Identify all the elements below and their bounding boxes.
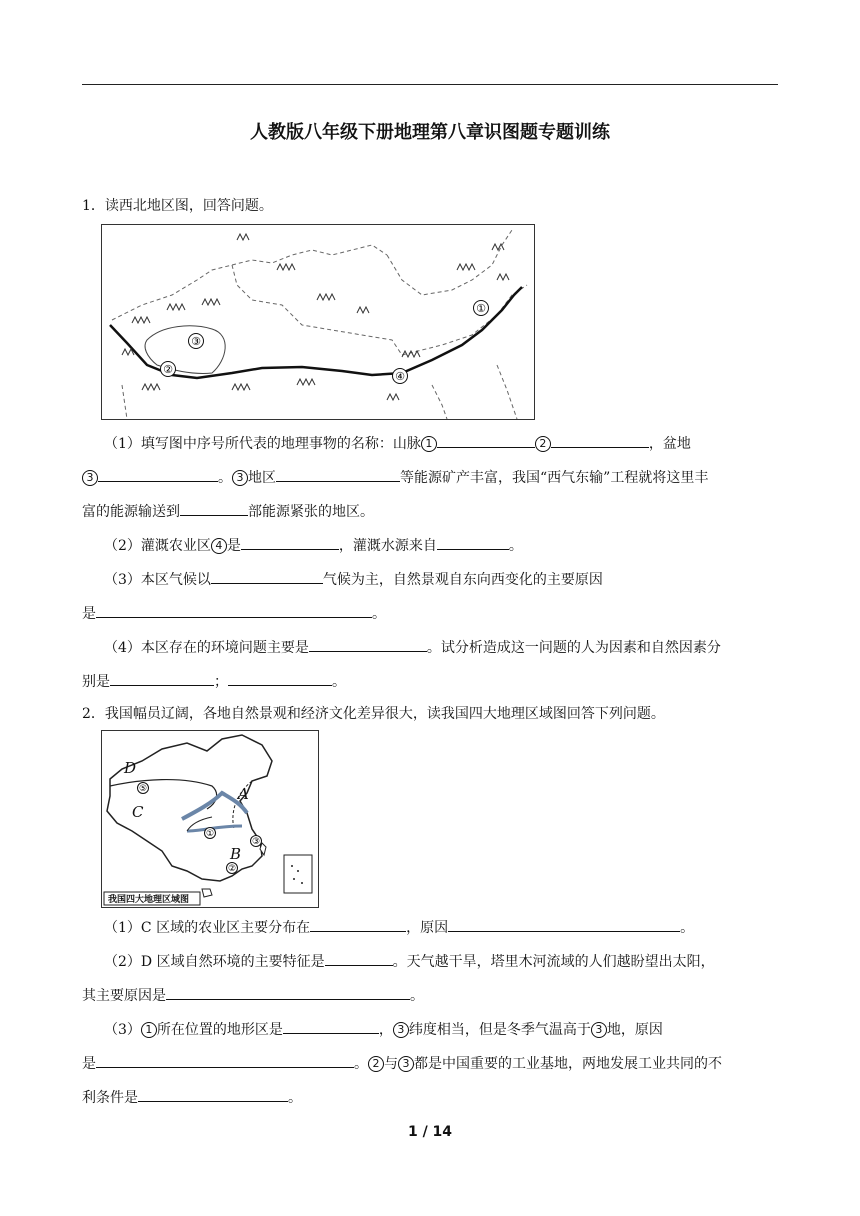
q2-part3-line1: （3） 1 所在位置的地形区是 ， 3 纬度相当，但是冬季气温高于 3 地，原因 — [104, 1018, 663, 1040]
china-regions-map-drawing — [102, 731, 318, 907]
blank-c-agriculture[interactable] — [310, 916, 406, 932]
q2-part3-line3: 利条件是 。 — [82, 1086, 302, 1108]
q1-part4-line2: 别是 ； 。 — [82, 670, 346, 692]
blank-basin[interactable] — [98, 466, 218, 482]
northwest-map — [101, 224, 535, 420]
q2-part1: （1）C 区域的农业区主要分布在 ，原因 。 — [104, 916, 694, 938]
q1-part1-line1: （1）填写图中序号所代表的地理事物的名称：山脉 1 2 ，盆地 — [104, 432, 691, 454]
q2-stem: 2．我国幅员辽阔，各地自然景观和经济文化差异很大，读我国四大地理区域图回答下列问题。 — [82, 706, 665, 722]
blank-landform[interactable] — [283, 1018, 379, 1034]
header-rule — [82, 84, 778, 85]
page-number: 1 / 14 — [407, 1124, 453, 1140]
q1-part3-line1: （3）本区气候以 气候为主，自然景观自东向西变化的主要原因 — [104, 568, 603, 590]
q1-part3-line2: 是 。 — [82, 602, 386, 624]
blank-reason[interactable] — [96, 602, 372, 618]
q1-part1-line3: 富的能源输送到 部能源紧张的地区。 — [82, 500, 374, 522]
blank-human-factor[interactable] — [110, 670, 214, 686]
map2-label-3: ③ — [251, 837, 261, 847]
blank-temp-reason[interactable] — [96, 1052, 354, 1068]
q2-part2-line1: （2）D 区域自然环境的主要特征是 。天气越干旱，塔里木河流域的人们越盼望出太阳， — [104, 950, 715, 972]
china-regions-map — [101, 730, 319, 908]
map2-label-1: ① — [205, 829, 215, 839]
map1-label-2: ② — [163, 363, 173, 376]
page-title: 人教版八年级下册地理第八章识图题专题训练 — [250, 122, 610, 143]
map2-letter-D: D — [124, 759, 137, 777]
q2-part2-line2: 其主要原因是 。 — [82, 984, 424, 1006]
map2-caption: 我国四大地理区域图 — [108, 895, 190, 905]
map2-letter-B: B — [230, 845, 242, 863]
map1-label-1: ① — [476, 302, 486, 315]
map2-letter-A: A — [238, 785, 249, 803]
northwest-map-drawing — [102, 225, 534, 419]
blank-env-problem[interactable] — [309, 636, 427, 652]
map1-label-3: ③ — [191, 335, 201, 348]
blank-destination[interactable] — [180, 500, 248, 516]
map1-label-4: ④ — [395, 370, 405, 383]
blank-mountain-2[interactable] — [551, 432, 649, 448]
q1-stem: 1．读西北地区图，回答问题。 — [82, 198, 273, 214]
blank-mountain-1[interactable] — [437, 432, 535, 448]
q1-part2: （2）灌溉农业区 4 是 ，灌溉水源来自 。 — [104, 534, 523, 556]
blank-unfavorable[interactable] — [138, 1086, 288, 1102]
map2-label-2: ② — [227, 864, 237, 874]
blank-climate[interactable] — [211, 568, 323, 584]
blank-irrigation-area[interactable] — [241, 534, 339, 550]
blank-energy[interactable] — [276, 466, 400, 482]
blank-tarim-reason[interactable] — [166, 984, 410, 1000]
map2-label-5: ⑤ — [138, 784, 148, 794]
q1-part1-line2: 3 。 3 地区 等能源矿产丰富，我国“西气东输”工程就将这里丰 — [82, 466, 708, 488]
map2-letter-C: C — [132, 803, 144, 821]
blank-natural-factor[interactable] — [228, 670, 332, 686]
blank-water-source[interactable] — [437, 534, 509, 550]
q2-part3-line2: 是 。 2 与 3 都是中国重要的工业基地，两地发展工业共同的不 — [82, 1052, 722, 1074]
blank-d-feature[interactable] — [325, 950, 393, 966]
q1-part4-line1: （4）本区存在的环境问题主要是 。试分析造成这一问题的人为因素和自然因素分 — [104, 636, 721, 658]
blank-c-reason[interactable] — [448, 916, 680, 932]
